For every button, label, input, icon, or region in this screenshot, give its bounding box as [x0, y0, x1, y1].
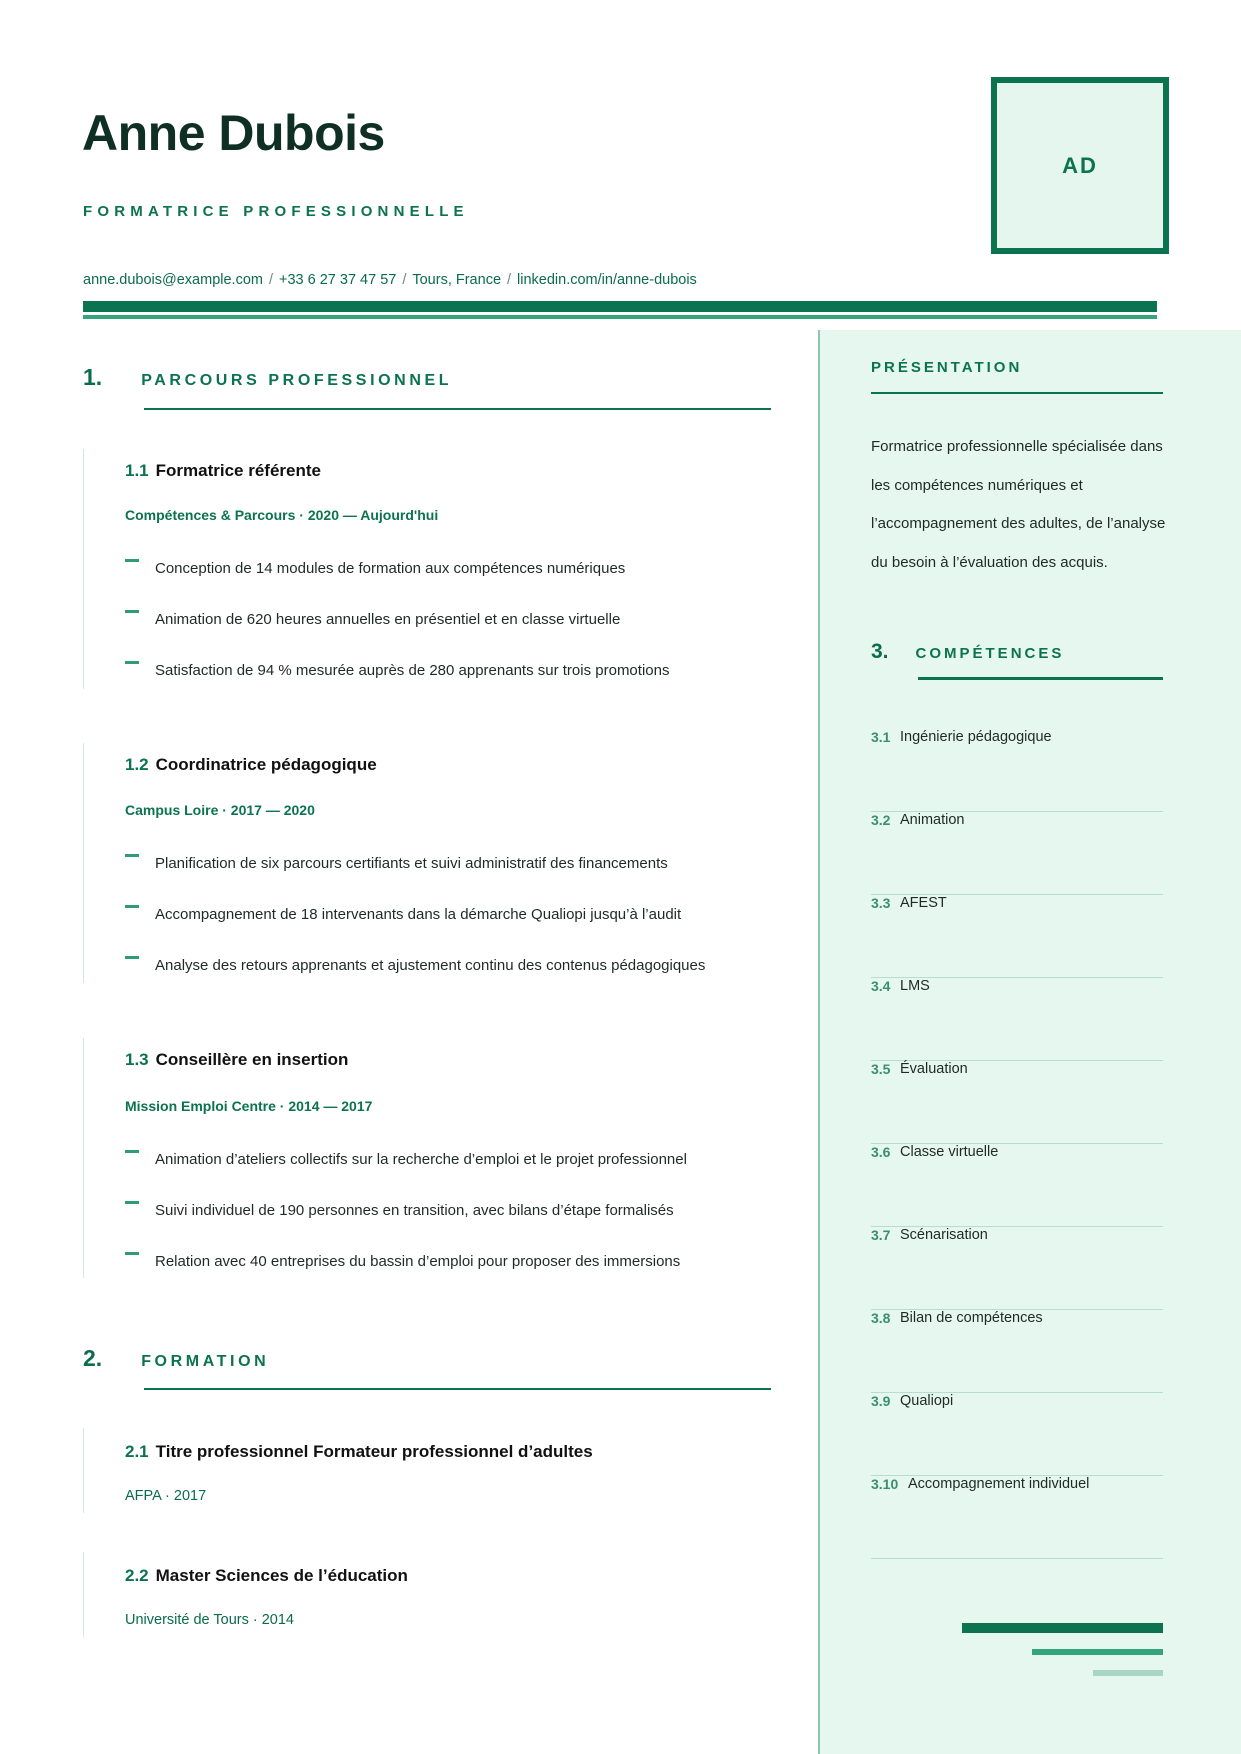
contact-phone[interactable]: +33 6 27 37 47 57	[279, 272, 397, 288]
entry-subtitle: Mission Emploi Centre · 2014 — 2017	[125, 1098, 373, 1114]
section-skills-heading	[871, 640, 1064, 664]
section-underline	[871, 392, 1163, 394]
decorative-bar	[962, 1623, 1163, 1633]
bullet-text: Animation de 620 heures annuelles en présentiel et en classe virtuelle	[155, 611, 621, 628]
section-education-heading	[83, 1345, 269, 1372]
entry-index: 2.2	[125, 1566, 149, 1585]
skill-name: Bilan de compétences	[900, 1310, 1043, 1326]
list-item	[871, 1393, 1163, 1476]
decorative-bar	[1032, 1649, 1163, 1655]
skill-index: 3.8	[871, 1310, 891, 1326]
list-item	[871, 895, 1163, 978]
skill-name: AFEST	[900, 895, 947, 911]
skill-name: Accompagnement individuel	[908, 1476, 1090, 1492]
list-item	[871, 812, 1163, 895]
dash-icon	[125, 956, 139, 959]
entry-title	[125, 1566, 408, 1586]
skill-index: 3.9	[871, 1393, 891, 1409]
list-item	[871, 1476, 1163, 1559]
dash-icon	[125, 1252, 139, 1255]
entry-subtitle: Compétences & Parcours · 2020 — Aujourd'hui	[125, 507, 439, 523]
presentation-title: PRÉSENTATION	[871, 359, 1023, 376]
entry-title	[125, 1442, 593, 1462]
contact-line	[83, 272, 697, 288]
entry-title-text: Coordinatrice pédagogique	[155, 755, 377, 774]
dash-icon	[125, 1201, 139, 1204]
avatar-initials: AD	[991, 77, 1169, 254]
entry-index: 2.1	[125, 1442, 149, 1461]
contact-linkedin[interactable]: linkedin.com/in/anne-dubois	[517, 272, 697, 288]
bullet-text: Suivi individuel de 190 personnes en transition, avec bilans d’étape formalisés	[155, 1202, 674, 1219]
skill-name: Classe virtuelle	[900, 1144, 999, 1160]
skill-name: Scénarisation	[900, 1227, 988, 1243]
skill-name: Qualiopi	[900, 1393, 954, 1409]
section-number: 3.	[871, 640, 889, 663]
entry-title-text: Master Sciences de l’éducation	[155, 1566, 408, 1585]
section-title: COMPÉTENCES	[915, 645, 1065, 662]
header-rule-thick	[83, 301, 1157, 312]
section-number: 2.	[83, 1345, 103, 1371]
skill-index: 3.2	[871, 812, 891, 828]
entry-title-text: Conseillère en insertion	[155, 1050, 349, 1069]
presentation-text: Formatrice professionnelle spécialisée dans les compétences numériques et l’accompagnement des adultes, de l’analyse du besoin à l’évaluation des acquis.	[871, 438, 1166, 571]
section-title: PARCOURS PROFESSIONNEL	[141, 372, 453, 389]
skill-name: Ingénierie pédagogique	[900, 729, 1052, 745]
contact-location: Tours, France	[412, 272, 502, 288]
experience-entry	[83, 449, 670, 689]
skill-index: 3.6	[871, 1144, 891, 1160]
skill-name: Animation	[900, 812, 965, 828]
entry-title	[125, 461, 321, 481]
bullet-text: Conception de 14 modules de formation aux compétences numériques	[155, 560, 626, 577]
list-item	[871, 729, 1163, 812]
skill-index: 3.7	[871, 1227, 891, 1243]
entry-title-text: Formatrice référente	[155, 461, 321, 480]
education-entry	[83, 1552, 408, 1637]
entry-index: 1.3	[125, 1050, 149, 1069]
section-number: 1.	[83, 364, 103, 390]
bullet-text: Planification de six parcours certifiants et suivi administratif des financements	[155, 855, 668, 872]
education-entry	[83, 1428, 593, 1513]
section-underline	[918, 677, 1163, 680]
decorative-bar	[1093, 1670, 1163, 1676]
entry-title-text: Titre professionnel Formateur professionnel d’adultes	[155, 1442, 593, 1461]
contact-separator: /	[268, 272, 273, 288]
entry-index: 1.2	[125, 755, 149, 774]
dash-icon	[125, 559, 139, 562]
list-item	[871, 978, 1163, 1061]
skill-index: 3.10	[871, 1476, 899, 1492]
skill-index: 3.4	[871, 978, 891, 994]
section-title: FORMATION	[141, 1353, 270, 1370]
skill-index: 3.5	[871, 1061, 891, 1077]
list-item	[871, 1310, 1163, 1393]
entry-title	[125, 1050, 348, 1070]
dash-icon	[125, 854, 139, 857]
skill-name: Évaluation	[900, 1061, 968, 1077]
skill-index: 3.3	[871, 895, 891, 911]
candidate-name: Anne Dubois	[82, 105, 385, 161]
contact-separator: /	[507, 272, 512, 288]
entry-subtitle: Campus Loire · 2017 — 2020	[125, 802, 315, 818]
bullet-text: Accompagnement de 18 intervenants dans la démarche Qualiopi jusqu’à l’audit	[155, 906, 682, 923]
entry-subtitle: Université de Tours · 2014	[125, 1612, 294, 1628]
contact-separator: /	[402, 272, 407, 288]
section-underline	[144, 408, 771, 410]
dash-icon	[125, 1150, 139, 1153]
skill-index: 3.1	[871, 729, 891, 745]
bullet-text: Animation d’ateliers collectifs sur la recherche d’emploi et le projet professionnel	[155, 1151, 687, 1168]
entry-title	[125, 755, 377, 775]
entry-subtitle: AFPA · 2017	[125, 1488, 207, 1504]
bullet-text: Relation avec 40 entreprises du bassin d’emploi pour proposer des immersions	[155, 1253, 681, 1270]
list-item	[871, 1227, 1163, 1310]
list-item	[871, 1144, 1163, 1227]
contact-email[interactable]: anne.dubois@example.com	[83, 272, 263, 288]
section-experience-heading	[83, 364, 452, 391]
entry-index: 1.1	[125, 461, 149, 480]
section-underline	[144, 1388, 771, 1390]
experience-entry	[83, 743, 706, 983]
header-rule-thin	[83, 315, 1157, 319]
bullet-text: Analyse des retours apprenants et ajustement continu des contenus pédagogiques	[155, 957, 706, 974]
skill-name: LMS	[900, 978, 930, 994]
candidate-role: FORMATRICE PROFESSIONNELLE	[83, 203, 469, 220]
dash-icon	[125, 661, 139, 664]
list-item	[871, 1061, 1163, 1144]
experience-entry	[83, 1038, 687, 1278]
bullet-text: Satisfaction de 94 % mesurée auprès de 280 apprenants sur trois promotions	[155, 662, 670, 679]
dash-icon	[125, 905, 139, 908]
dash-icon	[125, 610, 139, 613]
